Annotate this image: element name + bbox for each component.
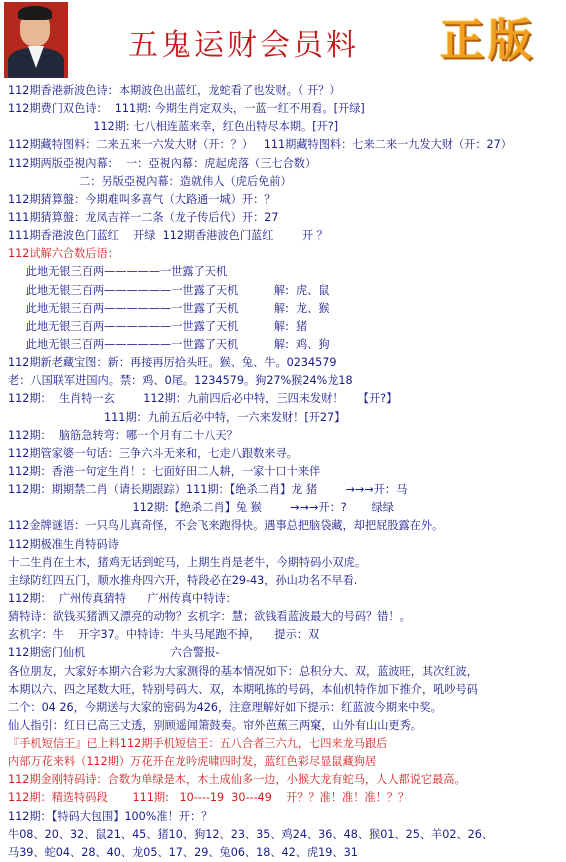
- portrait-hair: [18, 6, 52, 20]
- text-line: 111期猜算盤：龙凤吉祥一二条（龙子传后代）开：27: [8, 210, 279, 224]
- text-line: 二个：04 26，今期送与大家的密码为426，注意理解好如下提示：红蓝波今期来中奖。: [8, 700, 442, 714]
- text-line: 老：八国联军进国内。禁：鸡、0尾。1234579。狗27%猴24%龙18: [8, 374, 353, 388]
- text-line: 玄机字：牛 开字37。中特诗：牛头马尾跑不掉， 提示：双: [8, 628, 320, 642]
- text-line: 112期：【特码大包围】100%准！开：？: [8, 809, 213, 823]
- text-line: 112期新老藏宝图：新：再接再厉拾头旺。猴、兔、牛。0234579: [8, 356, 337, 370]
- text-line: 112期: 七八相连蓝来幸，红色出特尽本期。[开?]: [8, 120, 339, 134]
- text-line: 112期： 广州传真猜特 广州传真中特诗：: [8, 591, 237, 605]
- text-line: 此地无银三百两——————一世露了天机 解: 鸡、狗: [8, 337, 330, 351]
- text-line: 本期以六、四之尾数大旺，特别号码大、双，本期吼拣的号码，本仙机特作加下推介，吼吵号码: [8, 682, 478, 696]
- text-line: 112期密门仙机 六合警报-: [8, 646, 220, 660]
- text-line: 112金牌谜语：一只鸟儿真奇怪，不会飞来跑得快。遇事总把脑袋藏，却把屁股露在外。: [8, 519, 444, 533]
- page-title: 五鬼运财会员料: [128, 28, 359, 63]
- text-line: 此地无银三百两——————一世露了天机 解: 龙、猴: [8, 301, 330, 315]
- text-line: 112期猜算盤：今期难叫多喜气（大路通一城）开：？: [8, 192, 276, 206]
- text-line: 112期两版亞視內幕： 一：亞視內幕：虎起虎落（三七合数）: [8, 156, 317, 170]
- text-line: 112期费门双色诗： 111期: 今期生肖定双头，一蓝一红不用看。[开绿]: [8, 102, 365, 116]
- text-line: 112期： 脑筋急转弯：哪一个月有二十八天？: [8, 428, 238, 442]
- header: [0, 0, 566, 82]
- genuine-stamp: 正版: [440, 15, 536, 66]
- text-line: 112期香港新波色诗：本期波色出蓝红，龙蛇看了也发财。（ 开？）: [8, 84, 341, 97]
- text-line: 牛08、20、32、鼠21、45、猪10、狗12、23、35、鸡24、36、48、猴01、25、羊02、26、: [8, 827, 494, 841]
- text-line: 112期金刚特码诗：合数为单绿是木，木土成仙多一边，小猴大龙有蛇马，人人都说它最高。: [8, 773, 466, 787]
- text-line: 此地无银三百两——————一世露了天机 解: 猪: [8, 319, 308, 333]
- text-line: 112期管家婆一句话：三争六斗无来和，七走八跟数来寻。: [8, 446, 298, 460]
- text-line: 112期藏特图料：二来五来一六发大财（开：？） 111期藏特图料：七来二来一九发大财（开：27）: [8, 138, 512, 152]
- text-line: 猜特诗：欲钱买猪洒又漂亮的动物？玄机字：慧；欲钱看蓝波最大的号码？错！。: [8, 610, 411, 624]
- text-line: 112期：精选特码段 111期: 10----19 30---49 开？？准！准！准！？？: [8, 791, 410, 805]
- portrait-photo: [4, 2, 68, 78]
- text-line: 112期：香港一句定生肖！：七面好田二人耕，一家十口十来伴: [8, 464, 321, 478]
- text-line: 『手机短信王』已上料112期手机短信王：五八合者三六九，七四来龙马跟后: [8, 737, 388, 751]
- text-line: 此地无银三百两—————一世露了天机: [8, 265, 228, 279]
- text-line: 此地无银三百两——————一世露了天机 解: 虎、鼠: [8, 283, 330, 297]
- tips-list: [8, 82, 564, 862]
- text-line: 111期香港波色门蓝红 开绿 112期香港波色门蓝红 开 ？: [8, 229, 328, 243]
- text-line: 主绿防红四五门，顺水推舟四六开，特段必在29-43，孙山功名不早看.: [8, 573, 358, 587]
- text-line: 111期：九前五后必中特，一六来发财！[开27】: [8, 410, 346, 424]
- text-line: 112期：期期禁二肖（请长期跟踪）111期：【绝杀二肖】龙 猪 →→→开：马: [8, 483, 408, 497]
- text-line: 马39、蛇04、28、40、龙05、17、29、兔06、18、42、虎19、31: [8, 845, 358, 859]
- text-line: 112试解六合数后语：: [8, 247, 119, 261]
- text-line: 各位朋友，大家好本期六合彩为大家测得的基本情况如下：总积分大、双，蓝波旺，其次红波，: [8, 664, 478, 678]
- text-line: 二：另版亞視內幕：造就伟人（虎后免前）: [8, 174, 292, 188]
- text-line: 十二生肖在土木，猪鸡无话到蛇马，上期生肖是老牛，今期特码小双虎。: [8, 555, 367, 569]
- text-line: 112期极准生肖特码诗: [8, 537, 119, 551]
- text-line: 内部万花来料（112期）万花开在龙吟虎啸四时发，蓝红色彩尽显鼠藏狗居: [8, 755, 377, 769]
- text-line: 112期:【绝杀二肖】兔 猴 →→→开：? 绿绿: [8, 501, 394, 515]
- text-line: 112期： 生肖特一玄 112期：九前四后必中特，三四未发财！ 【开?】: [8, 392, 398, 406]
- text-line: 仙人指引：红日已高三丈透，别顾遥闻箫鼓奏。帘外芭蕉三两窠，山外有山山更秀。: [8, 718, 422, 732]
